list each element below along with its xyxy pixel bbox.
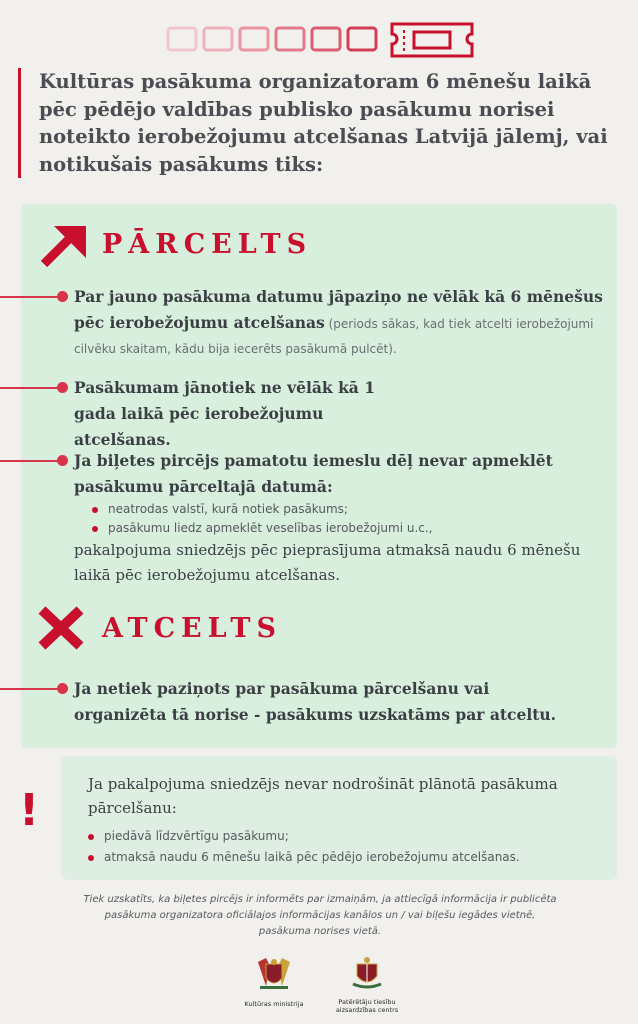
cross-icon [36,604,86,652]
consumer-centre-name-1: Patērētāju tiesību [338,998,396,1006]
ministry-name: Kultūras ministrija [244,1000,304,1008]
coat-of-arms-icon [349,956,385,990]
list-item: neatrodas valstī, kurā notiek pasākums; [74,500,604,519]
consumer-centre-logo [322,956,412,1014]
item-dot [57,683,68,694]
list-item: pasākumu liedz apmeklēt veselības ierobežojumi u.c., [74,519,604,538]
ticket-icon [392,24,472,56]
postponed-item-deadline [74,375,414,453]
item-dot [57,455,68,466]
exclamation-icon: ! [18,785,40,836]
item-note: (periods sākas, kad tiek atcelti ierobežojumi cilvēku skaitam, kādu bija iecerēts pasākumā pulcēt). [74,317,594,356]
coat-of-arms-icon [254,956,294,992]
postponed-title: PĀRCELTS [102,228,313,260]
item-connector [0,460,62,462]
postponed-item-refund [74,448,604,588]
item-connector [0,387,62,389]
ticket-strip [0,18,638,62]
postponed-header [36,220,312,268]
item-connector [0,688,62,690]
intro-heading: Kultūras pasākuma organizatoram 6 mēnešu laikā pēc pēdējo valdības publisko pasākumu norisei noteikto ierobežojumu atcelšanas Latvijā jālemj, vai notikušais pasākums tiks: [18,68,618,178]
item-connector [0,296,62,298]
postponed-item-notify [74,284,614,361]
consumer-centre-name-2: aizsardzības centrs [335,1006,399,1014]
arrow-up-right-icon [36,220,92,268]
item-tail: pakalpojuma sniedzējs pēc pieprasījuma atmaksā naudu 6 mēnešu laikā pēc ierobežojumu atcelšanas. [74,541,581,584]
ministry-logo [229,956,319,1008]
footnote: Tiek uzskatīts, ka biļetes pircējs ir informēts par izmaiņām, ja attiecīgā informācija ir publicēta pasākuma organizatora oficiālajos informācijas kanālos un / vai biļešu iegādes vietnē, pasākuma norises vietā. [83,894,557,937]
alternative-text-block [88,772,608,868]
item-text: Par jauno pasākuma datumu jāpaziņo ne vēlāk kā 6 mēnešus pēc ierobežojumu atcelšanas [74,287,603,332]
item-text: Pasākumam jānotiek ne vēlāk kā 1 gada laikā pēc ierobežojumu atcelšanas. [74,378,376,449]
item-text: Ja biļetes pircējs pamatotu iemeslu dēļ nevar apmeklēt pasākumu pārceltajā datumā: [74,451,553,496]
list-item: atmaksā naudu 6 mēnešu laikā pēc pēdējo ierobežojumu atcelšanas. [88,847,608,868]
item-text: Ja netiek paziņots par pasākuma pārcelšanu vai organizēta tā norise - pasākums uzskatāms par atceltu. [74,679,557,724]
alternative-text: Ja pakalpojuma sniedzējs nevar nodrošināt plānotā pasākuma pārcelšanu: [88,775,558,817]
item-dot [57,291,68,302]
cancelled-header [36,604,282,652]
cancelled-title: ATCELTS [102,612,283,644]
cancelled-item [74,676,564,728]
list-item: piedāvā līdzvērtīgu pasākumu; [88,826,608,847]
item-dot [57,382,68,393]
